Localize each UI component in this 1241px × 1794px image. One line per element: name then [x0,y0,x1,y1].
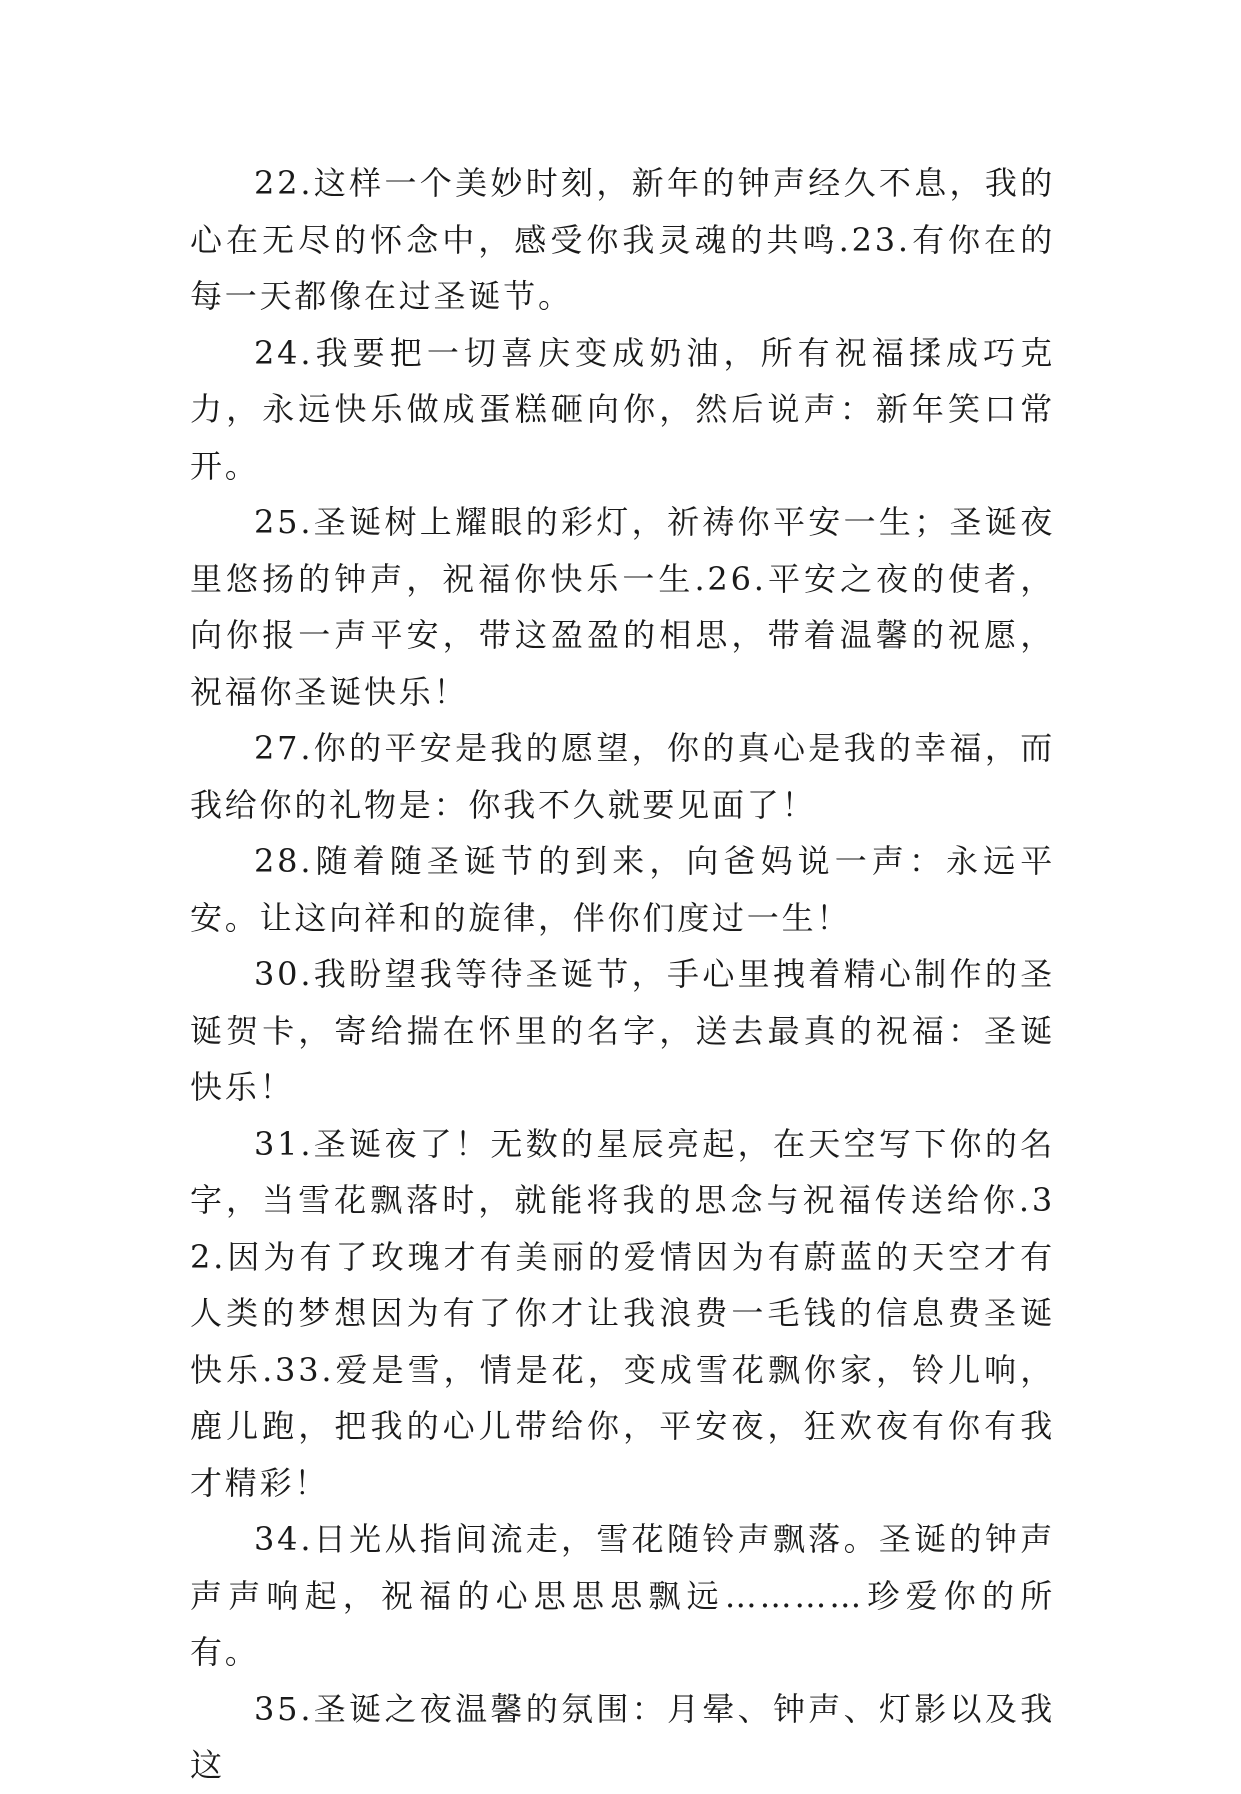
paragraph-30: 30.我盼望我等待圣诞节，手心里拽着精心制作的圣诞贺卡，寄给揣在怀里的名字，送去最真的祝福：圣诞快乐！ [190,955,1055,1106]
paragraph-27: 27.你的平安是我的愿望，你的真心是我的幸福，而我给你的礼物是：你我不久就要见面了！ [190,729,1055,824]
paragraph-31-33: 31.圣诞夜了！无数的星辰亮起，在天空写下你的名字，当雪花飘落时，就能将我的思念与祝福传送给你.32.因为有了玫瑰才有美丽的爱情因为有蔚蓝的天空才有人类的梦想因为有了你才让我浪费一毛钱的信息费圣诞快乐.33.爱是雪，情是花，变成雪花飘你家，铃儿响，鹿儿跑，把我的心儿带给你，平安夜，狂欢夜有你有我才精彩！ [190,1124,1055,1502]
paragraph-24: 24.我要把一切喜庆变成奶油，所有祝福揉成巧克力，永远快乐做成蛋糕砸向你，然后说声：新年笑口常开。 [190,333,1055,485]
document-body [190,155,1055,1794]
paragraph-35: 35.圣诞之夜温馨的氛围：月晕、钟声、灯影以及我这 [190,1689,1055,1784]
paragraph-22-23: 22.这样一个美妙时刻，新年的钟声经久不息，我的心在无尽的怀念中，感受你我灵魂的共鸣.23.有你在的每一天都像在过圣诞节。 [190,164,1055,315]
paragraph-28: 28.随着随圣诞节的到来，向爸妈说一声：永远平安。让这向祥和的旋律，伴你们度过一生！ [190,842,1055,937]
paragraph-25-26: 25.圣诞树上耀眼的彩灯，祈祷你平安一生；圣诞夜里悠扬的钟声，祝福你快乐一生.26.平安之夜的使者，向你报一声平安，带这盈盈的相思，带着温馨的祝愿，祝福你圣诞快乐！ [190,503,1055,711]
paragraph-34: 34.日光从指间流走，雪花随铃声飘落。圣诞的钟声声声响起，祝福的心思思思飘远…………珍爱你的所有。 [190,1520,1055,1671]
